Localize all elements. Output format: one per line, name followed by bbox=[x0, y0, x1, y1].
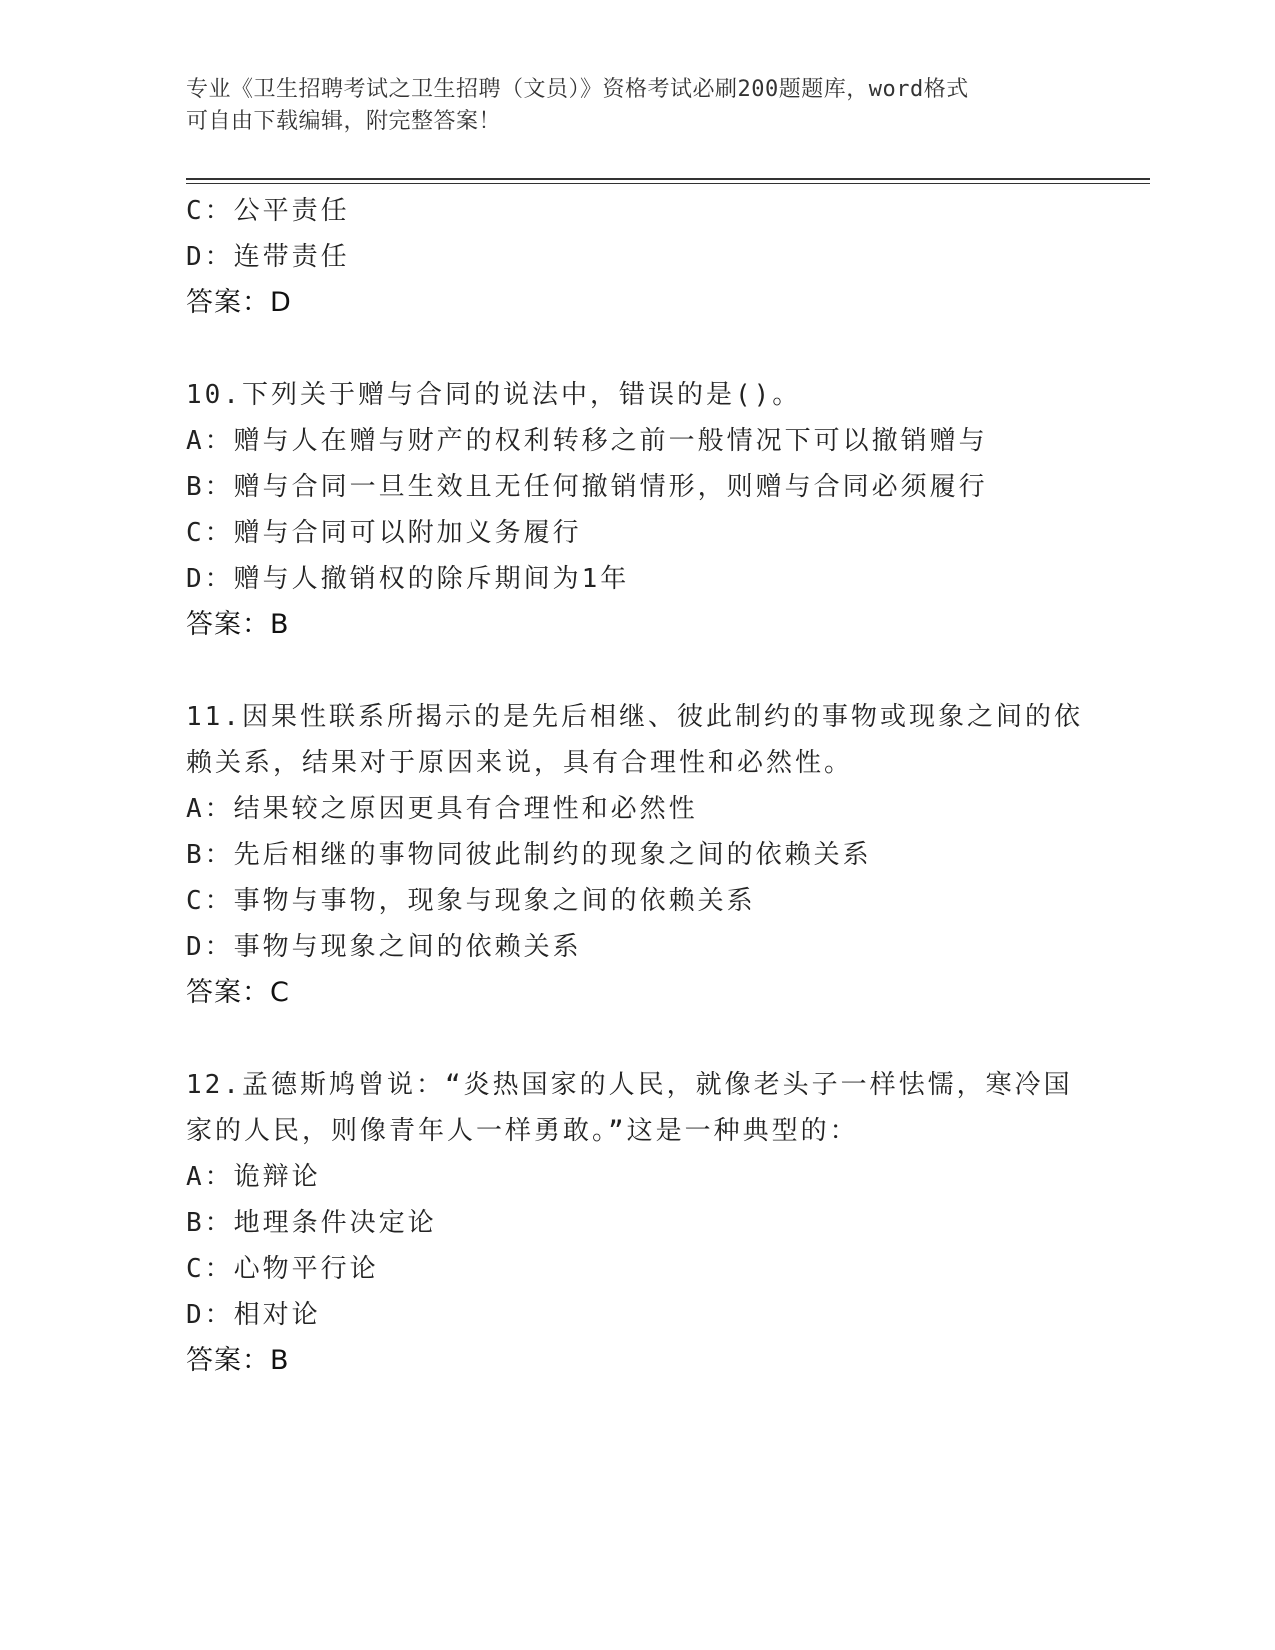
q9-answer: 答案：D bbox=[186, 287, 292, 318]
q11-option-b: B：先后相继的事物同彼此制约的现象之间的依赖关系 bbox=[186, 840, 872, 870]
spacer bbox=[186, 1016, 1086, 1062]
header-divider-thick bbox=[186, 178, 1150, 180]
q11-option-c: C：事物与事物，现象与现象之间的依赖关系 bbox=[186, 886, 756, 916]
header-line-1: 专业《卫生招聘考试之卫生招聘（文员）》资格考试必刷200题题库，word格式 bbox=[186, 77, 969, 102]
q12-option-c: C：心物平行论 bbox=[186, 1254, 379, 1284]
q11-question-line-1: 11.因果性联系所揭示的是先后相继、彼此制约的事物或现象之间的依 bbox=[186, 702, 1083, 732]
q10-question: 10.下列关于赠与合同的说法中，错误的是()。 bbox=[186, 380, 802, 410]
q12-option-a: A：诡辩论 bbox=[186, 1162, 321, 1192]
q12-option-b: B：地理条件决定论 bbox=[186, 1208, 437, 1238]
q10-option-d: D：赠与人撤销权的除斥期间为1年 bbox=[186, 564, 630, 594]
q10-option-c: C：赠与合同可以附加义务履行 bbox=[186, 518, 582, 548]
question-list bbox=[186, 188, 1086, 1384]
header-divider-thin bbox=[186, 183, 1150, 184]
q9-option-c: C：公平责任 bbox=[186, 196, 350, 226]
q11-option-a: A：结果较之原因更具有合理性和必然性 bbox=[186, 794, 698, 824]
header-line-2: 可自由下载编辑，附完整答案！ bbox=[186, 109, 502, 134]
q11-option-d: D：事物与现象之间的依赖关系 bbox=[186, 932, 582, 962]
spacer bbox=[186, 326, 1086, 372]
spacer bbox=[186, 648, 1086, 694]
document-header bbox=[186, 74, 1066, 138]
q10-option-a: A：赠与人在赠与财产的权利转移之前一般情况下可以撤销赠与 bbox=[186, 426, 988, 456]
q10-option-b: B：赠与合同一旦生效且无任何撤销情形，则赠与合同必须履行 bbox=[186, 472, 988, 502]
q12-option-d: D：相对论 bbox=[186, 1300, 321, 1330]
q11-answer: 答案：C bbox=[186, 977, 290, 1008]
q12-question-line-2: 家的人民，则像青年人一样勇敢。”这是一种典型的： bbox=[186, 1116, 859, 1146]
q12-answer: 答案：B bbox=[186, 1345, 290, 1376]
q12-question-line-1: 12.孟德斯鸠曾说：“炎热国家的人民，就像老头子一样怯懦，寒冷国 bbox=[186, 1070, 1073, 1100]
q9-option-d: D：连带责任 bbox=[186, 242, 350, 272]
q11-question-line-2: 赖关系，结果对于原因来说，具有合理性和必然性。 bbox=[186, 748, 854, 778]
q10-answer: 答案：B bbox=[186, 609, 290, 640]
